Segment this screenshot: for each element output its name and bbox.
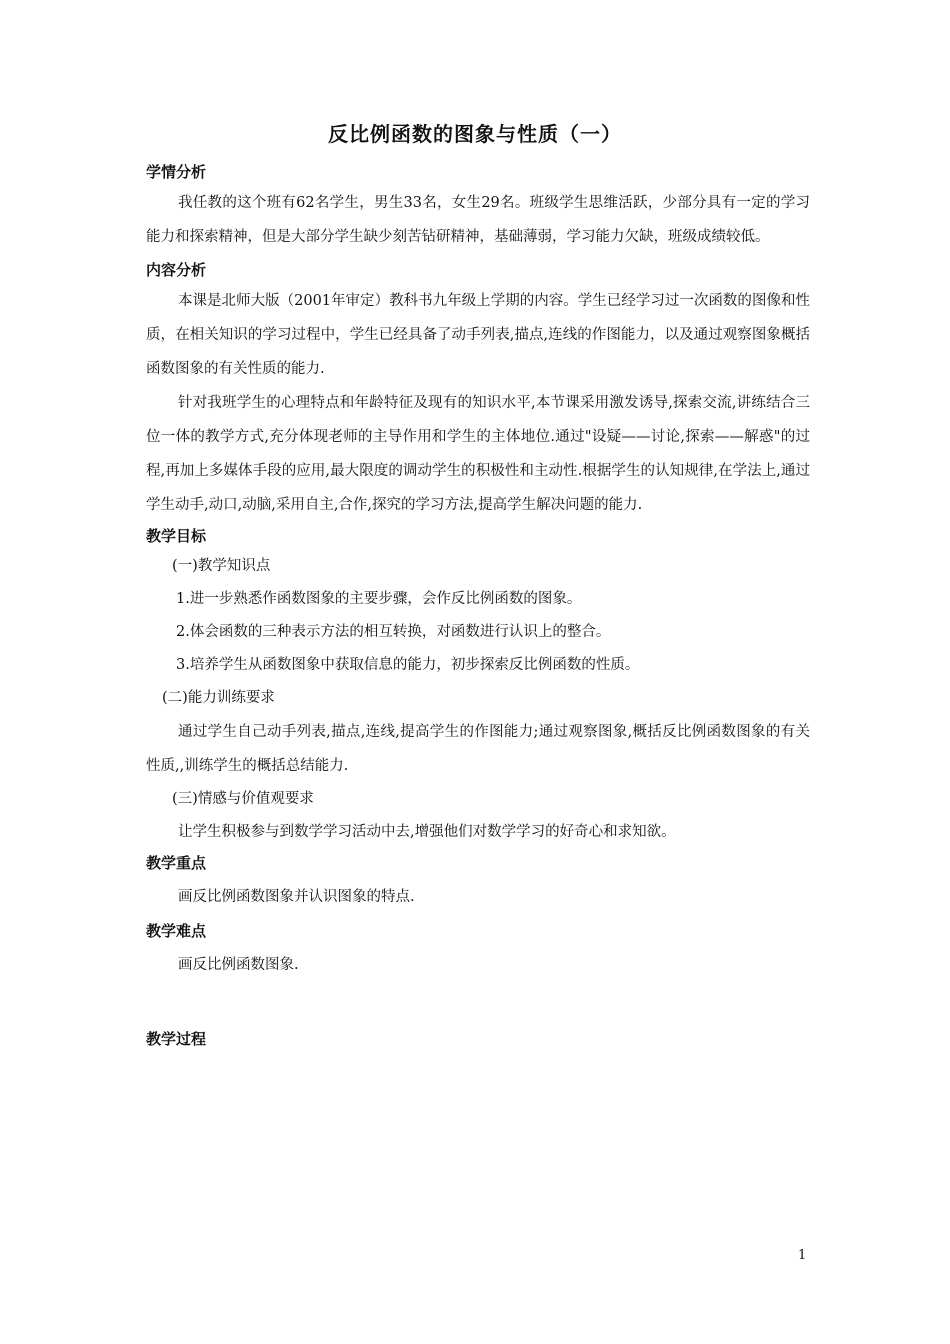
goals-emotion-paragraph: 让学生积极参与到数学学习活动中去,增强他们对数学学习的好奇心和求知欲。 <box>178 824 676 840</box>
document-title: 反比例函数的图象与性质（一） <box>328 122 622 146</box>
heading-content: 内容分析 <box>146 261 207 279</box>
goals-item-2: 2.体会函数的三种表示方法的相互转换，对函数进行认识上的整合。 <box>176 624 611 640</box>
difficulty-text: 画反比例函数图象. <box>178 957 299 973</box>
goals-subheading-knowledge: (一)教学知识点 <box>172 558 271 574</box>
goals-ability-paragraph: 通过学生自己动手列表,描点,连线,提高学生的作图能力;通过观察图象,概括反比例函数图象的有关性质,,训练学生的概括总结能力. <box>146 724 810 774</box>
heading-process: 教学过程 <box>146 1030 207 1048</box>
heading-situation: 学情分析 <box>146 163 207 181</box>
situation-paragraph: 我任教的这个班有62名学生，男生33名，女生29名。班级学生思维活跃，少部分具有一定的学习能力和探索精神，但是大部分学生缺少刻苦钻研精神，基础薄弱，学习能力欠缺，班级成绩较低。 <box>146 195 810 245</box>
goals-item-1: 1.进一步熟悉作函数图象的主要步骤，会作反比例函数的图象。 <box>176 591 582 607</box>
heading-keypoint: 教学重点 <box>146 854 207 872</box>
content-paragraph-2: 针对我班学生的心理特点和年龄特征及现有的知识水平,本节课采用激发诱导,探索交流,讲练结合三位一体的教学方式,充分体现老师的主导作用和学生的主体地位.通过"设疑——讨论,探索——解惑"的过程,再加上多媒体手段的应用,最大限度的调动学生的积极性和主动性.根据学生的认知规律,在学法上,通过学生动手,动口,动脑,采用自主,合作,探究的学习方法,提高学生解决问题的能力. <box>146 395 810 513</box>
document-body <box>146 158 810 1053</box>
goals-item-3: 3.培养学生从函数图象中获取信息的能力，初步探索反比例函数的性质。 <box>176 657 640 673</box>
goals-subheading-ability: (二)能力训练要求 <box>162 690 275 706</box>
page-number: 1 <box>798 1248 807 1263</box>
content-paragraph-1: 本课是北师大版（2001年审定）教科书九年级上学期的内容。学生已经学习过一次函数的图像和性质，在相关知识的学习过程中，学生已经具备了动手列表,描点,连线的作图能力，以及通过观察图象概括函数图象的有关性质的能力. <box>146 293 810 377</box>
keypoint-text: 画反比例函数图象并认识图象的特点. <box>178 889 415 905</box>
heading-difficulty: 教学难点 <box>146 922 207 940</box>
heading-goals: 教学目标 <box>146 527 207 545</box>
goals-subheading-emotion: (三)情感与价值观要求 <box>172 791 314 807</box>
